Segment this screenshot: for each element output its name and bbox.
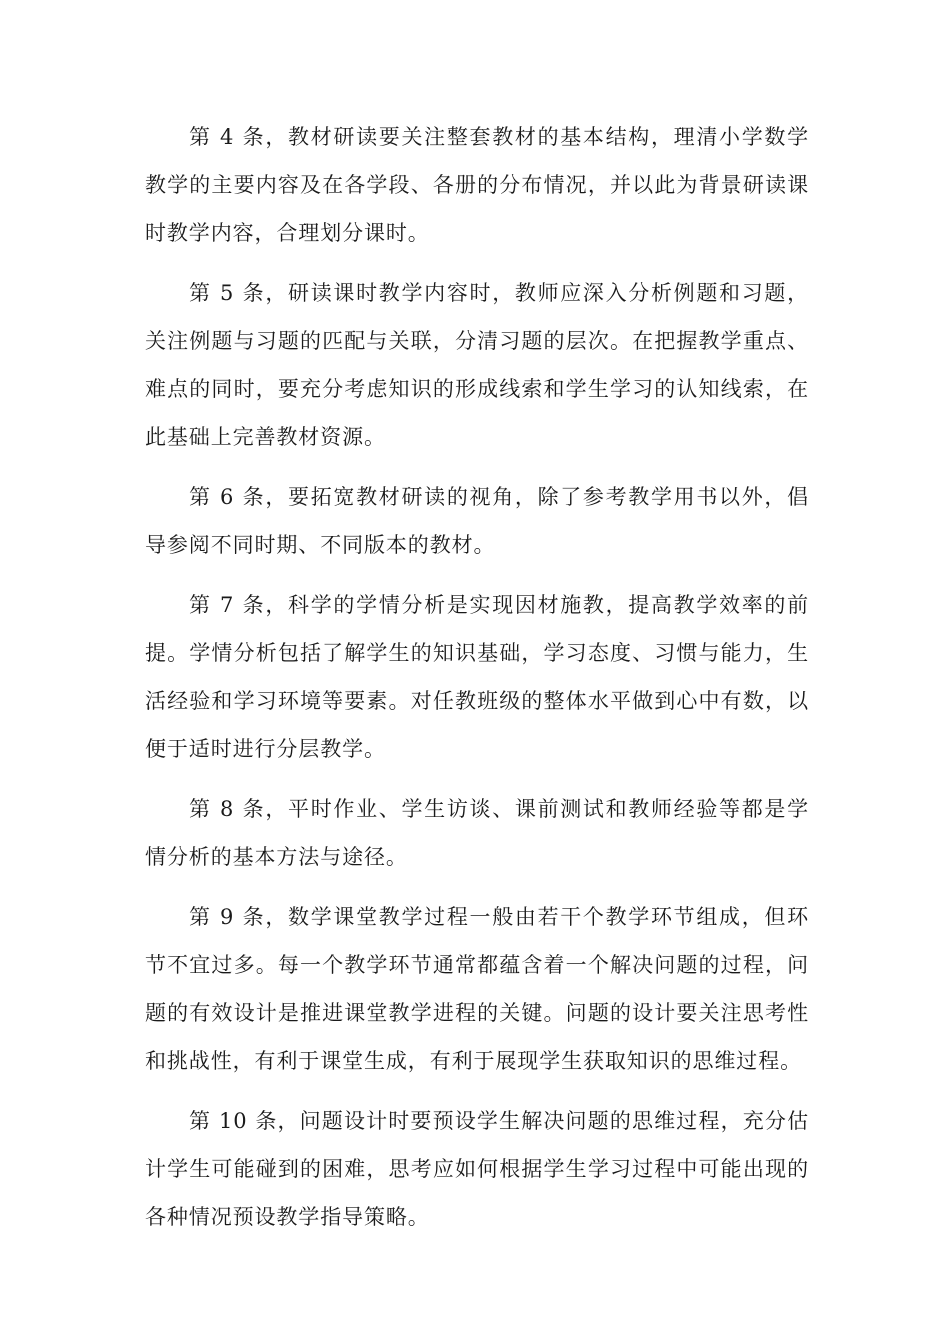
document-body [145, 113, 809, 1253]
article-10-paragraph: 第 10 条，问题设计时要预设学生解决问题的思维过程，充分估计学生可能碰到的困难，思考应如何根据学生学习过程中可能出现的各种情况预设教学指导策略。 [145, 1109, 809, 1229]
article-6-paragraph: 第 6 条，要拓宽教材研读的视角，除了参考教学用书以外，倡导参阅不同时期、不同版本的教材。 [145, 485, 809, 557]
article-7-paragraph: 第 7 条，科学的学情分析是实现因材施教，提高教学效率的前提。学情分析包括了解学生的知识基础，学习态度、习惯与能力，生活经验和学习环境等要素。对任教班级的整体水平做到心中有数，以便于适时进行分层教学。 [145, 593, 809, 761]
article-4-paragraph: 第 4 条，教材研读要关注整套教材的基本结构，理清小学数学教学的主要内容及在各学段、各册的分布情况，并以此为背景研读课时教学内容，合理划分课时。 [145, 125, 809, 245]
article-5-paragraph: 第 5 条，研读课时教学内容时，教师应深入分析例题和习题，关注例题与习题的匹配与关联，分清习题的层次。在把握教学重点、难点的同时，要充分考虑知识的形成线索和学生学习的认知线索，在此基础上完善教材资源。 [145, 281, 809, 449]
article-8-paragraph: 第 8 条，平时作业、学生访谈、课前测试和教师经验等都是学情分析的基本方法与途径。 [145, 797, 809, 869]
article-9-paragraph: 第 9 条，数学课堂教学过程一般由若干个教学环节组成，但环节不宜过多。每一个教学环节通常都蕴含着一个解决问题的过程，问题的有效设计是推进课堂教学进程的关键。问题的设计要关注思考性和挑战性，有利于课堂生成，有利于展现学生获取知识的思维过程。 [145, 905, 809, 1073]
